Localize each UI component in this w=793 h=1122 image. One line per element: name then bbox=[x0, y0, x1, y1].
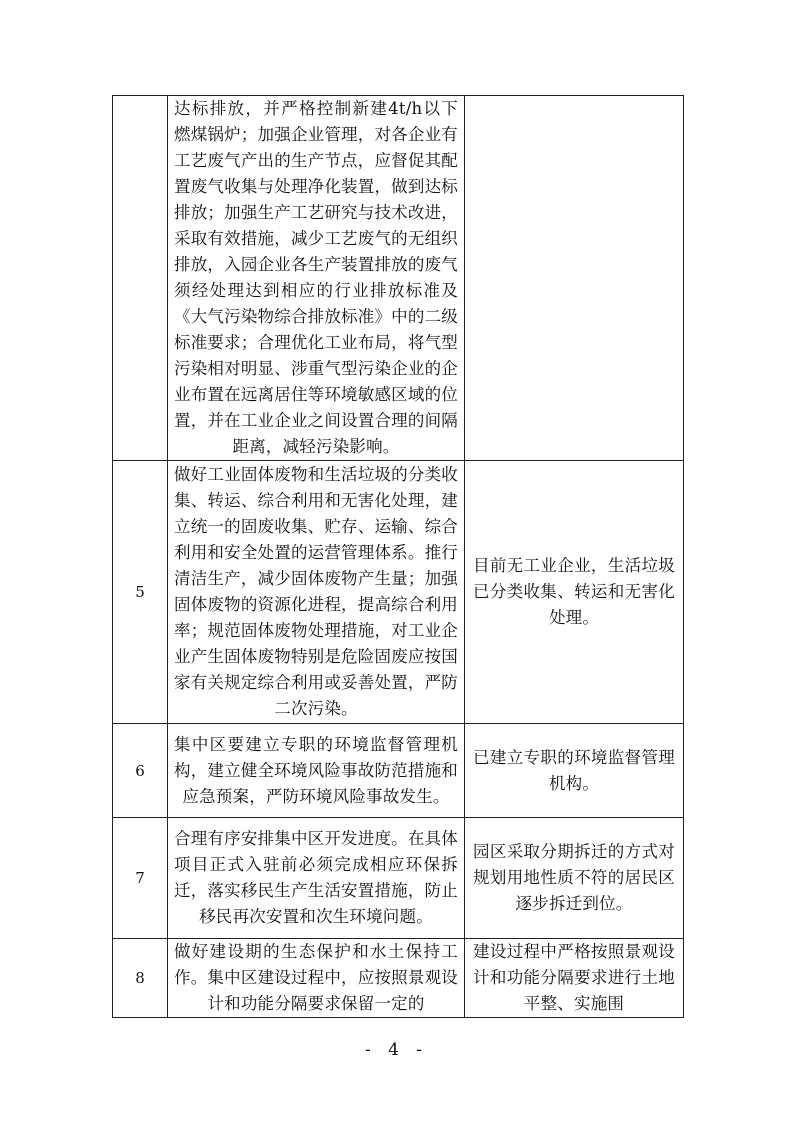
requirement-text: 做好工业固体废物和生活垃圾的分类收集、转运、综合利用和无害化处理，建立统一的固废收集、贮存、运输、综合利用和安全处置的运营管理体系。推行清洁生产，减少固体废物产生量；加强固体废物的资源化进程，提高综合利用率；规范固体废物处理措施，对工业企业产生固体废物特别是危险固废应按国家有关规定综合利用或妥善处置，严防二次污染。 bbox=[174, 465, 458, 718]
status-cell bbox=[465, 818, 684, 939]
row-number: 5 bbox=[113, 461, 168, 724]
table-row bbox=[113, 96, 684, 461]
status-cell bbox=[465, 461, 684, 724]
status-text: 建设过程中严格按照景观设计和功能分隔要求进行土地平整、实施围 bbox=[473, 942, 675, 1013]
page-number: - 4 - bbox=[364, 1040, 429, 1060]
status-text: 园区采取分期拆迁的方式对规划用地性质不符的居民区逐步拆迁到位。 bbox=[473, 842, 675, 913]
status-cell bbox=[465, 939, 684, 1018]
requirement-text: 集中区要建立专职的环境监督管理机构，建立健全环境风险事故防范措施和应急预案，严防环境风险事故发生。 bbox=[174, 734, 458, 806]
requirement-text: 合理有序安排集中区开发进度。在具体项目正式入驻前必须完成相应环保拆迁，落实移民生产生活安置措施，防止移民再次安置和次生环境问题。 bbox=[174, 829, 458, 926]
row-number: 8 bbox=[113, 939, 168, 1018]
table-row bbox=[113, 724, 684, 818]
table-row bbox=[113, 461, 684, 724]
row-number bbox=[113, 96, 168, 461]
requirement-cell bbox=[168, 724, 465, 818]
row-number: 7 bbox=[113, 818, 168, 939]
requirements-table bbox=[112, 95, 684, 1018]
requirement-text: 做好建设期的生态保护和水土保持工作。集中区建设过程中，应按照景观设计和功能分隔要求保留一定的 bbox=[174, 942, 458, 1013]
table-row bbox=[113, 818, 684, 939]
status-cell bbox=[465, 96, 684, 461]
status-cell bbox=[465, 724, 684, 818]
requirement-cell bbox=[168, 818, 465, 939]
status-text: 目前无工业企业，生活垃圾已分类收集、转运和无害化处理。 bbox=[473, 556, 675, 627]
requirement-cell bbox=[168, 96, 465, 461]
row-number: 6 bbox=[113, 724, 168, 818]
requirement-cell bbox=[168, 939, 465, 1018]
requirement-text: 达标排放，并严格控制新建4t/h以下燃煤锅炉；加强企业管理，对各企业有工艺废气产出的生产节点，应督促其配置废气收集与处理净化装置，做到达标排放；加强生产工艺研究与技术改进，采取有效措施，减少工艺废气的无组织排放，入园企业各生产装置排放的废气须经处理达到相应的行业排放标准及《大气污染物综合排放标准》中的二级标准要求；合理优化工业布局，将气型污染相对明显、涉重气型污染企业的企业布置在远离居住等环境敏感区域的位置，并在工业企业之间设置合理的间隔距离，减轻污染影响。 bbox=[174, 99, 458, 456]
table-row bbox=[113, 939, 684, 1018]
status-text: 已建立专职的环境监督管理机构。 bbox=[473, 747, 675, 793]
requirement-cell bbox=[168, 461, 465, 724]
